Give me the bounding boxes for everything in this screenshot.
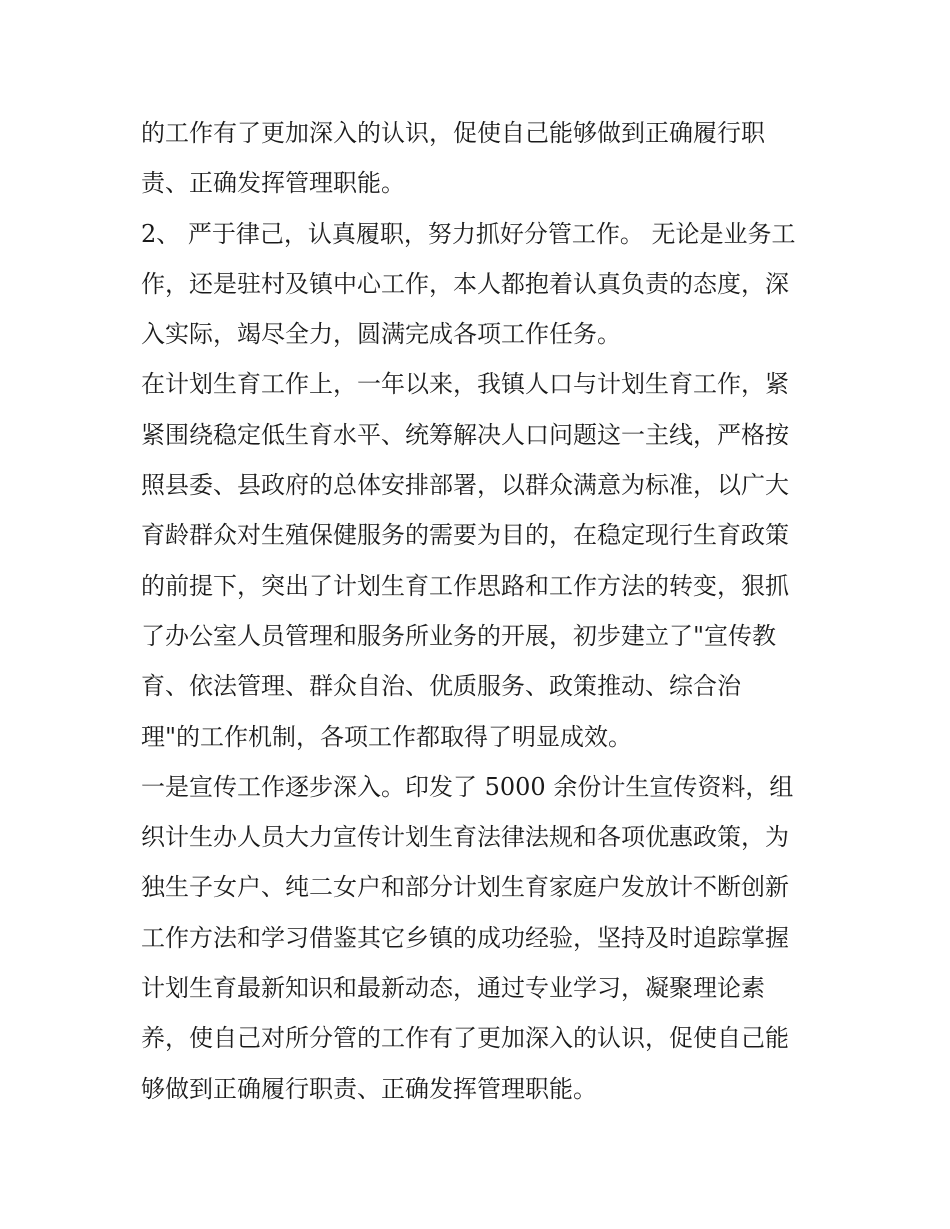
text-line: 照县委、县政府的总体安排部署，以群众满意为标准，以广大 <box>141 471 789 500</box>
text-line: 计划生育最新知识和最新动态，通过专业学习，凝聚理论素 <box>141 974 765 1003</box>
text-line: 的前提下，突出了计划生育工作思路和工作方法的转变，狠抓 <box>141 571 789 600</box>
text-line: 入实际，竭尽全力，圆满完成各项工作任务。 <box>141 320 621 349</box>
text-line: 2、 严于律己，认真履职，努力抓好分管工作。 无论是业务工 <box>141 219 796 248</box>
text-line: 织计生办人员大力宣传计划生育法律法规和各项优惠政策，为 <box>141 823 789 852</box>
text-line: 作，还是驻村及镇中心工作，本人都抱着认真负责的态度，深 <box>141 269 789 298</box>
text-line: 工作方法和学习借鉴其它乡镇的成功经验，坚持及时追踪掌握 <box>141 923 789 952</box>
body-text <box>141 108 821 1114</box>
text-line: 育、依法管理、群众自治、优质服务、政策推动、综合治 <box>141 672 741 701</box>
text-line: 了办公室人员管理和服务所业务的开展，初步建立了"宣传教 <box>141 621 777 650</box>
text-line: 育龄群众对生殖保健服务的需要为目的，在稳定现行生育政策 <box>141 521 789 550</box>
text-line: 在计划生育工作上，一年以来，我镇人口与计划生育工作，紧 <box>141 370 789 399</box>
text-line: 一是宣传工作逐步深入。印发了 5000 余份计生宣传资料，组 <box>141 772 794 801</box>
text-line: 的工作有了更加深入的认识，促使自己能够做到正确履行职 <box>141 119 765 147</box>
text-line: 责、正确发挥管理职能。 <box>141 169 405 198</box>
text-line: 养，使自己对所分管的工作有了更加深入的认识，促使自己能 <box>141 1024 789 1053</box>
text-line: 独生子女户、纯二女户和部分计划生育家庭户发放计不断创新 <box>141 873 789 902</box>
text-line: 够做到正确履行职责、正确发挥管理职能。 <box>141 1074 597 1103</box>
text-line: 理"的工作机制，各项工作都取得了明显成效。 <box>141 722 633 751</box>
text-line: 紧围绕稳定低生育水平、统筹解决人口问题这一主线，严格按 <box>141 420 789 449</box>
